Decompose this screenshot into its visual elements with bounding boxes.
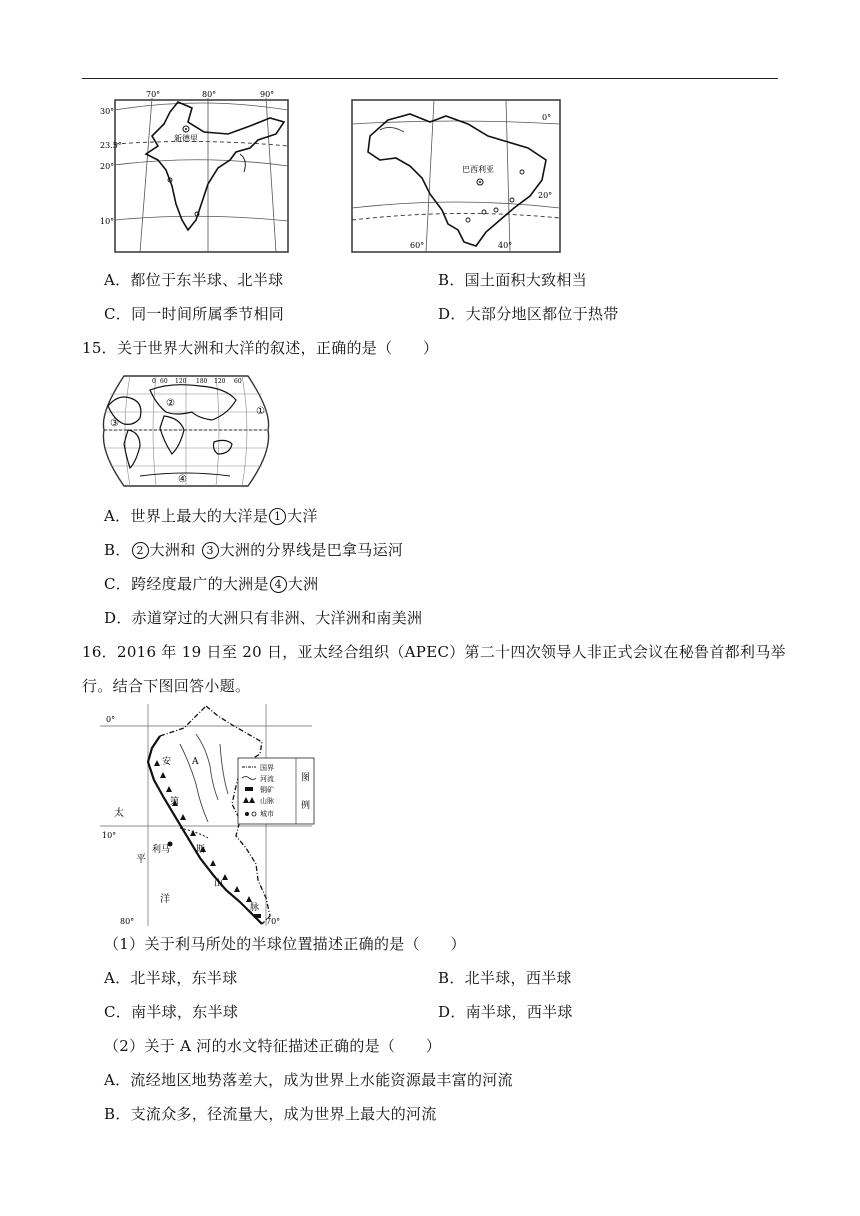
world-lon-120w: 120 xyxy=(214,378,226,385)
q15-a-text: A．世界上最大的大洋是 xyxy=(104,507,269,525)
peru-map xyxy=(100,704,316,928)
legend-city: 城市 xyxy=(260,810,274,818)
india-lat-10: 10° xyxy=(100,217,115,226)
brazil-lon-40: 40° xyxy=(498,241,513,250)
india-lat-30: 30° xyxy=(100,107,115,116)
header-rule xyxy=(82,78,778,79)
peru-range-char-1: 安 xyxy=(162,757,172,767)
india-lon-80: 80° xyxy=(202,90,217,99)
india-lon-90: 90° xyxy=(260,90,275,99)
peru-river-label: A xyxy=(192,757,199,767)
circled-number: 2 xyxy=(132,542,149,559)
india-city-label: 新德里 xyxy=(174,134,198,143)
q16-stem-line2: 行。结合下图回答小题。 xyxy=(82,677,251,695)
q15-b-prefix: B． xyxy=(104,541,131,559)
india-map xyxy=(100,88,290,256)
circled-number: 1 xyxy=(269,508,286,525)
circled-number: 3 xyxy=(202,542,219,559)
world-map xyxy=(100,372,272,490)
q15-a-suffix: 大洋 xyxy=(287,507,318,525)
peru-city-label: 利马 xyxy=(152,845,171,855)
q15-b-suffix: 大洲的分界线是巴拿马运河 xyxy=(219,541,404,559)
legend-title-1: 图 xyxy=(301,773,311,783)
world-lon-0: 0 xyxy=(152,378,156,385)
world-mark-2: ② xyxy=(166,398,175,409)
world-mark-1: ① xyxy=(256,406,265,417)
peru-ocean-char-2: 平 xyxy=(136,854,146,865)
world-lon-60w: 60 xyxy=(234,378,242,385)
legend-border: 国界 xyxy=(260,764,274,772)
q16-sub1-option-b: B．北半球，西半球 xyxy=(438,969,572,987)
peru-legend xyxy=(238,758,314,824)
peru-range-char-4: 山 xyxy=(214,879,224,889)
q14-option-d: D．大部分地区都位于热带 xyxy=(438,305,619,323)
peru-range-char-3: 斯 xyxy=(196,845,206,855)
q16-sub1: （1）关于利马所处的半球位置描述正确的是（ ） xyxy=(104,935,466,953)
q15-c-suffix: 大洲 xyxy=(287,575,319,593)
q15-option-c xyxy=(104,574,318,594)
q14-option-a: A．都位于东半球、北半球 xyxy=(104,271,284,289)
india-lon-70: 70° xyxy=(146,90,161,99)
brazil-city-label: 巴西利亚 xyxy=(462,165,494,174)
brazil-map xyxy=(350,96,566,256)
world-mark-3: ③ xyxy=(110,418,119,429)
india-lat-23: 23.5° xyxy=(100,141,122,150)
legend-mountain: 山脉 xyxy=(260,797,274,805)
india-lat-20: 20° xyxy=(100,162,115,171)
world-lon-180: 180 xyxy=(196,378,208,385)
peru-range-char-2: 第 xyxy=(170,797,180,807)
legend-river: 河流 xyxy=(260,775,274,783)
world-mark-4: ④ xyxy=(178,474,187,485)
peru-lat-10: 10° xyxy=(102,831,117,840)
q16-sub2: （2）关于 A 河的水文特征描述正确的是（ ） xyxy=(104,1037,442,1055)
q16-sub2-option-a: A．流经地区地势落差大，成为世界上水能资源最丰富的河流 xyxy=(104,1071,513,1089)
q15-option-d: D．赤道穿过的大洲只有非洲、大洋洲和南美洲 xyxy=(104,609,423,627)
world-lon-60: 60 xyxy=(160,378,168,385)
circled-number: 4 xyxy=(270,576,287,593)
peru-range-char-5: 脉 xyxy=(250,903,260,913)
q15-c-text: C．跨经度最广的大洲是 xyxy=(104,575,269,593)
brazil-lon-60: 60° xyxy=(410,241,425,250)
peru-lon-80: 80° xyxy=(120,917,135,926)
peru-ocean-char-3: 洋 xyxy=(160,894,170,905)
world-lon-120: 120 xyxy=(175,378,187,385)
peru-lon-70: 70° xyxy=(266,917,281,926)
legend-copper: 铜矿 xyxy=(260,786,274,794)
q14-option-b: B．国土面积大致相当 xyxy=(438,271,588,289)
q15-stem: 15．关于世界大洲和大洋的叙述，正确的是（ ） xyxy=(82,339,439,357)
q15-option-a xyxy=(104,506,318,526)
q16-sub1-option-a: A．北半球，东半球 xyxy=(104,969,238,987)
brazil-lat-0: 0° xyxy=(542,113,552,122)
peru-ocean-char-1: 太 xyxy=(114,808,124,819)
q16-sub2-option-b: B．支流众多，径流量大，成为世界上最大的河流 xyxy=(104,1105,437,1123)
q16-sub1-option-d: D．南半球，西半球 xyxy=(438,1003,573,1021)
q16-stem-line1: 16．2016 年 19 日至 20 日，亚太经合组织（APEC）第二十四次领导人非正式会议在秘鲁首都利马举 xyxy=(82,643,786,661)
q14-option-c: C．同一时间所属季节相同 xyxy=(104,305,285,323)
legend-title-2: 例 xyxy=(301,801,311,811)
q15-option-b xyxy=(104,540,403,560)
brazil-lat-20: 20° xyxy=(538,191,553,200)
q15-b-mid: 大洲和 xyxy=(149,541,201,559)
q16-sub1-option-c: C．南半球，东半球 xyxy=(104,1003,239,1021)
peru-lat-0: 0° xyxy=(106,715,116,724)
